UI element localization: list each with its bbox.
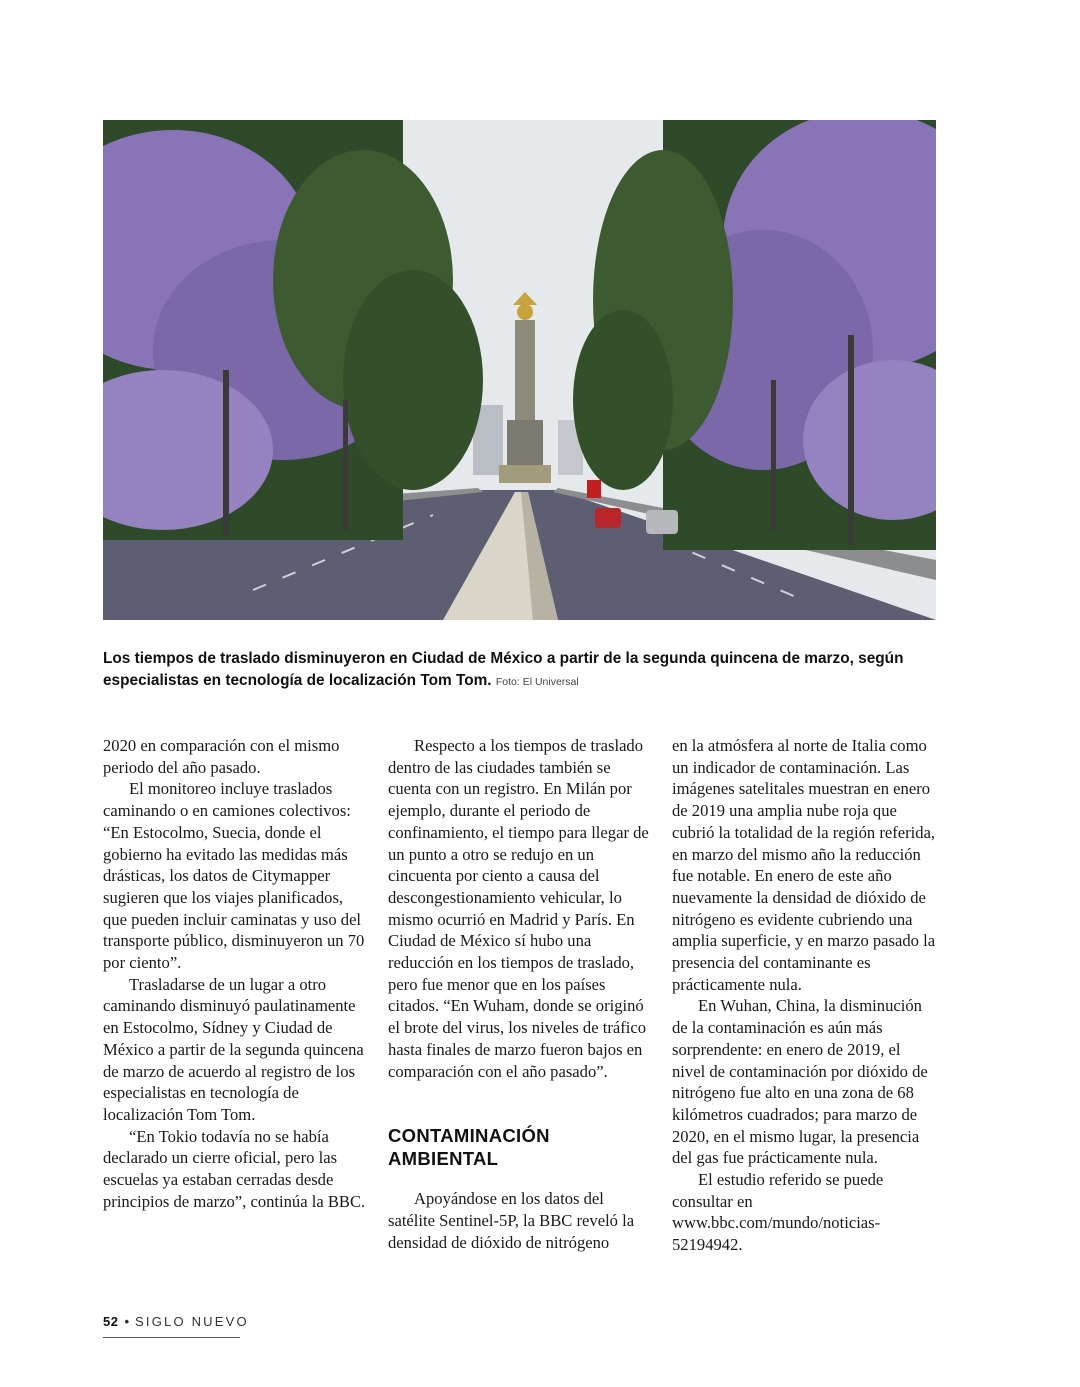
paragraph: En Wuhan, China, la disminución de la contaminación es aún más sorprendente: en enero de 2019, el nivel de contaminación por dióxido de nitrógeno fue alto en una zona de 68 kilómetros cuadrados; para marzo de 2020, en el mismo lugar, la presencia del gas fue prácticamente nula. xyxy=(672,996,928,1168)
caption-text: Los tiempos de traslado disminuyeron en Ciudad de México a partir de la segunda quincena de marzo, según especialistas en tecnología de localización Tom Tom. xyxy=(103,650,904,689)
photo-credit: Foto: El Universal xyxy=(495,676,579,688)
magazine-name: SIGLO NUEVO xyxy=(135,1314,249,1329)
paragraph: Apoyándose en los datos del satélite Sentinel-5P, la BBC reveló la densidad de dióxido de nitrógeno xyxy=(388,1189,635,1252)
footer-separator: • xyxy=(124,1314,130,1329)
paragraph: El estudio referido se puede consultar en www.bbc.com/mundo/noticias-52194942. xyxy=(672,1170,884,1255)
paragraph: El monitoreo incluye traslados caminando o en camiones colectivos: “En Estocolmo, Suecia, donde el gobierno ha evitado las medidas más drásticas, los datos de Citymapper sugieren que los viajes planificados, que pueden incluir caminatas y uso del transporte público, disminuyeron un 70 por ciento”. xyxy=(103,779,365,973)
reforma-avenue-image xyxy=(103,120,936,620)
paragraph: “En Tokio todavía no se había declarado un cierre oficial, pero las escuelas ya estaban cerradas desde principios de marzo”, continúa la BBC. xyxy=(103,1126,366,1211)
article-column-3 xyxy=(672,735,937,1256)
paragraph: en la atmósfera al norte de Italia como un indicador de contaminación. Las imágenes satelitales muestran en enero de 2019 una amplia nube roja que cubrió la totalidad de la región referida, en marzo del mismo año la reducción fue notable. En enero de este año nuevamente la densidad de dióxido de nitrógeno es evidente cubriendo una amplia superficie, y en marzo pasado la presencia del contaminante es prácticamente nula. xyxy=(672,736,936,994)
paragraph: 2020 en comparación con el mismo periodo del año pasado. xyxy=(103,736,340,777)
paragraph: Respecto a los tiempos de traslado dentro de las ciudades también se cuenta con un registro. En Milán por ejemplo, durante el periodo de confinamiento, el tiempo para llegar de un punto a otro se redujo en un cincuenta por ciento a causa del descongestionamiento vehicular, lo mismo ocurrió en Madrid y París. En Ciudad de México sí hubo una reducción en los tiempos de traslado, pero fue menor que en los países citados. “En Wuham, donde se originó el brote del virus, los niveles de tráfico hasta finales de marzo fueron bajos en comparación con el año pasado”. xyxy=(388,736,649,1081)
section-heading: CONTAMINACIÓN AMBIENTAL xyxy=(388,1125,550,1170)
photo-caption xyxy=(103,648,933,693)
article-column-1 xyxy=(103,735,368,1212)
article-photo xyxy=(103,120,936,620)
article-column-2 xyxy=(388,735,653,1253)
page-footer xyxy=(103,1314,249,1329)
paragraph: Trasladarse de un lugar a otro caminando disminuyó paulatinamente en Estocolmo, Sídney y Ciudad de México a partir de la segunda quincena de marzo de acuerdo al registro de los especialistas en tecnología de localización Tom Tom. xyxy=(103,974,364,1124)
page-number: 52 xyxy=(103,1314,119,1329)
footer-rule xyxy=(103,1337,240,1338)
